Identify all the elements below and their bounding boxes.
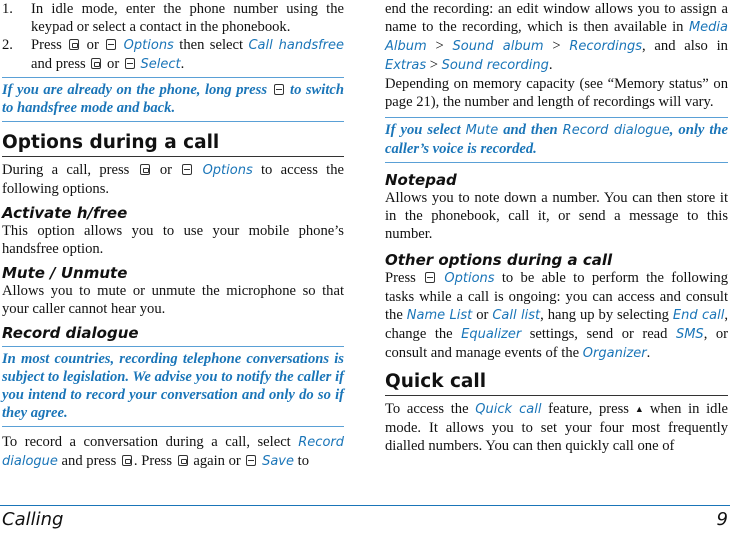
ok-key-icon bbox=[69, 39, 79, 50]
quick-call-text: To access the Quick call feature, press ▲ when in idle mode. It allows you to set your four most frequently dialled numbers. You can then quickly call one of bbox=[385, 401, 728, 454]
ok-key-icon bbox=[178, 455, 188, 466]
left-softkey-icon bbox=[125, 58, 135, 69]
left-softkey-icon bbox=[182, 164, 192, 175]
activate-text: This option allows you to use your mobile phone’s handsfree option. bbox=[2, 223, 344, 257]
steps-list bbox=[2, 0, 344, 74]
handsfree-note: If you are already on the phone, long press to switch to handsfree mode and back. bbox=[2, 77, 344, 122]
heading-mute: Mute / Unmute bbox=[2, 264, 128, 282]
ok-key-icon bbox=[140, 164, 150, 175]
chapter-title: Calling bbox=[2, 509, 64, 530]
heading-record-dialogue: Record dialogue bbox=[2, 324, 139, 342]
recording-continued: end the recording: an edit window allows you to assign a name to the recording, which is then available in Media Album > Sound album > Recordings, and also in Extras > Sound recording. bbox=[385, 1, 728, 73]
ok-key-icon bbox=[91, 58, 101, 69]
step-2: 2. Press or Options then select Call handsfree and press or Select. bbox=[2, 37, 345, 72]
heading-quick-call: Quick call bbox=[385, 373, 728, 396]
heading-options-during-call: Options during a call bbox=[2, 134, 344, 157]
left-softkey-icon bbox=[246, 455, 256, 466]
left-column bbox=[2, 0, 344, 471]
record-legal-note: In most countries, recording telephone conversations is subject to legislation. We advise you to notify the caller if you intend to record your conversation and only do so if they agree. bbox=[2, 346, 344, 427]
left-softkey-icon bbox=[106, 39, 116, 50]
right-column bbox=[385, 0, 728, 455]
nav-up-icon: ▲ bbox=[631, 404, 647, 414]
page-number: 9 bbox=[716, 509, 728, 530]
left-softkey-icon bbox=[425, 272, 435, 283]
step-1: 1. In idle mode, enter the phone number using the keypad or select a contact in the phonebook. bbox=[2, 1, 344, 35]
mute-record-note: If you select Mute and then Record dialogue, only the caller’s voice is recorded. bbox=[385, 117, 728, 163]
options-intro: During a call, press or Options to access the following options. bbox=[2, 162, 344, 197]
other-options-text: Press Options to be able to perform the following tasks while a call is ongoing: you can access and consult the Name List or Call list, hang up by selecting End call, change the Equalizer settings, send or read SMS, or consult and manage events of the Organizer. bbox=[385, 270, 728, 361]
heading-activate-hfree: Activate h/free bbox=[2, 204, 128, 222]
record-text: To record a conversation during a call, select Record dialogue and press . Press again or Save to bbox=[2, 434, 344, 469]
memory-text: Depending on memory capacity (see “Memory status” on page 21), the number and length of recordings will vary. bbox=[385, 76, 728, 110]
heading-notepad: Notepad bbox=[385, 171, 457, 189]
left-softkey-icon bbox=[274, 84, 284, 95]
notepad-text: Allows you to note down a number. You can then store it in the phonebook, call it, or send a message to this number. bbox=[385, 190, 728, 242]
ok-key-icon bbox=[122, 455, 132, 466]
mute-text: Allows you to mute or unmute the microphone so that your caller cannot hear you. bbox=[2, 283, 344, 317]
heading-other-options: Other options during a call bbox=[385, 251, 613, 269]
page-footer bbox=[0, 505, 730, 535]
